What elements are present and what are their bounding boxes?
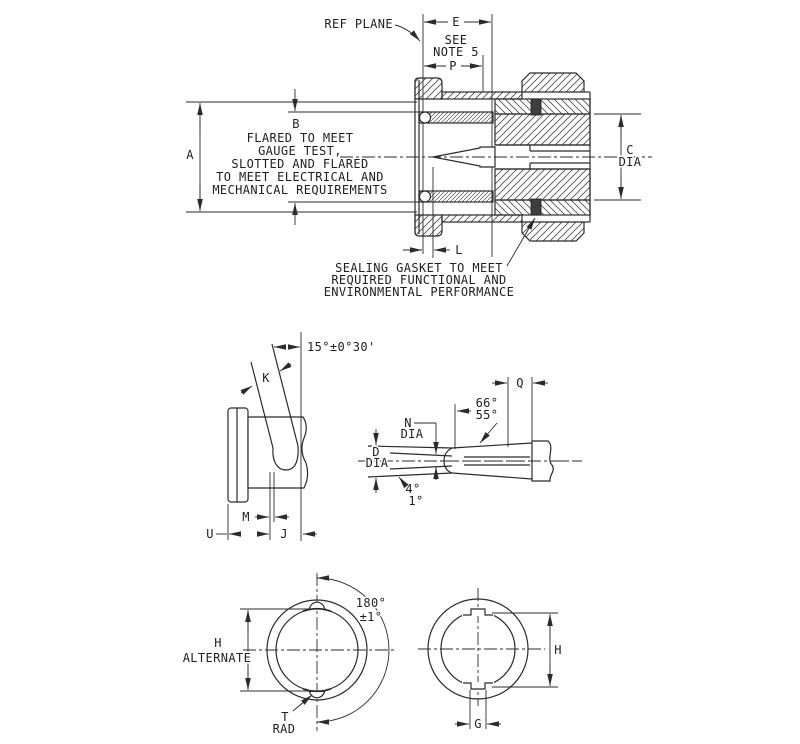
dim-d-dia: DIA bbox=[365, 456, 389, 470]
flared-note-line2: GAUGE TEST, bbox=[258, 144, 342, 158]
dim-c-dia: DIA bbox=[618, 155, 642, 169]
dim-l-label: L bbox=[455, 243, 463, 257]
alt-dim-h-label: H bbox=[214, 636, 222, 650]
dim-n-letter: N bbox=[404, 416, 412, 430]
keyway-view bbox=[418, 588, 562, 731]
ref-plane-leader-arrow bbox=[395, 25, 420, 41]
dim-k-arrow-left bbox=[241, 386, 252, 393]
finger-inner-top bbox=[390, 453, 452, 456]
insulator-top bbox=[495, 114, 590, 145]
contact-detail-view bbox=[358, 376, 582, 508]
main-section-view bbox=[186, 14, 652, 299]
dim-d-letter: D bbox=[372, 445, 380, 459]
dim-c-letter: C bbox=[626, 143, 634, 157]
flared-note-line3: SLOTTED AND FLARED bbox=[231, 157, 369, 171]
see-note5-line2: NOTE 5 bbox=[433, 45, 479, 59]
dim-t-rad: RAD bbox=[272, 722, 296, 736]
shell-wall-bottom bbox=[442, 215, 522, 222]
dim-n-dia: DIA bbox=[400, 427, 424, 441]
finger-outer-bottom bbox=[368, 473, 452, 477]
keyway-alternate-view bbox=[183, 573, 395, 736]
see-note5-line1: SEE bbox=[444, 33, 468, 47]
gasket-note-line1: SEALING GASKET TO MEET bbox=[335, 261, 503, 275]
finger-outer-top bbox=[368, 446, 452, 448]
angle-4-label: 4° bbox=[405, 482, 421, 496]
finger-inner-bottom bbox=[390, 466, 452, 469]
shell-wall-top bbox=[442, 92, 522, 99]
angle-180-label: 180° bbox=[355, 596, 387, 610]
gasket-note-line3: ENVIRONMENTAL PERFORMANCE bbox=[323, 285, 515, 299]
dim-k-arrow-right bbox=[280, 364, 291, 371]
gasket-note-line2: REQUIRED FUNCTIONAL AND bbox=[331, 273, 507, 287]
body-block-top bbox=[495, 99, 590, 114]
contact-taper-top bbox=[452, 443, 532, 448]
dim-j-label: J bbox=[280, 527, 288, 541]
nut-block-top bbox=[522, 73, 584, 92]
dim-e-label: E bbox=[452, 15, 460, 29]
contact-taper-bottom bbox=[452, 473, 532, 479]
alternate-label: ALTERNATE bbox=[182, 651, 252, 665]
dim-u-label: U bbox=[206, 527, 214, 541]
angle-1-label: 1° bbox=[408, 494, 424, 508]
dim-q-label: Q bbox=[516, 376, 524, 390]
angle15-label: 15°±0°30' bbox=[307, 340, 376, 354]
sleeve-end-lug-bottom bbox=[420, 191, 431, 202]
sealing-gasket-top bbox=[531, 99, 541, 115]
dim-a-label: A bbox=[186, 148, 194, 162]
dim-k-label: K bbox=[262, 371, 270, 385]
dim-b-label: B bbox=[292, 117, 300, 131]
angle-55-leader-arrow bbox=[480, 423, 497, 443]
body-block-bottom bbox=[495, 200, 590, 215]
flared-note-line4: TO MEET ELECTRICAL AND bbox=[216, 170, 384, 184]
gasket-note-leader-arrow bbox=[507, 218, 535, 266]
slot-detail-flange-cap bbox=[228, 408, 248, 502]
angle-66-label: 66° bbox=[475, 396, 499, 410]
slot-detail-view bbox=[206, 332, 375, 541]
dim-p-label: P bbox=[449, 59, 457, 73]
center-pin bbox=[433, 147, 495, 167]
dim-h-label: H bbox=[554, 643, 562, 657]
flared-note-line5: MECHANICAL REQUIREMENTS bbox=[212, 183, 388, 197]
sleeve-end-lug-top bbox=[420, 112, 431, 123]
contact-nose-arc bbox=[444, 448, 452, 473]
sealing-gasket-bottom bbox=[531, 199, 541, 215]
flared-note-line1: FLARED TO MEET bbox=[246, 131, 354, 145]
dim-m-label: M bbox=[242, 510, 250, 524]
angle-180-tolerance: ±1° bbox=[359, 610, 383, 624]
insulator-bottom bbox=[495, 169, 590, 200]
dim-t-letter: T bbox=[281, 710, 289, 724]
ref-plane-label: REF PLANE bbox=[324, 17, 393, 31]
dim-g-label: G bbox=[474, 717, 482, 731]
angle-55-label: 55° bbox=[475, 408, 499, 422]
alt-keyway-lobe-top bbox=[303, 602, 331, 611]
